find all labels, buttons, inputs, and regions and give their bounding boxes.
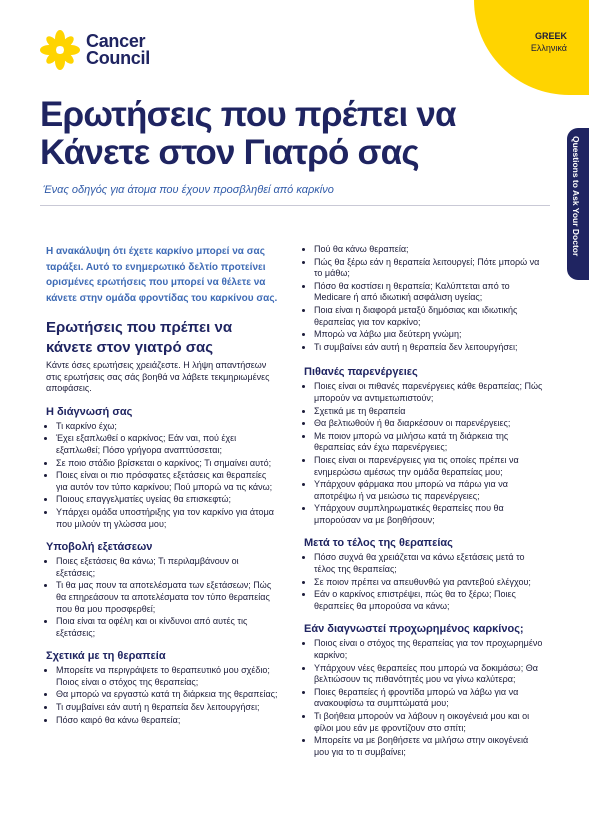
side-effects-list [304,381,544,526]
cancer-council-logo [40,30,150,70]
list-item: • Πώς θα ξέρω εάν η θεραπεία λειτουργεί; Πότε μπορώ να το μάθω; [314,257,544,280]
list-item: • Ποιους επαγγελματίες υγείας θα επισκεφτώ; [56,494,278,506]
title-line2: Κάνετε στον Γιατρό σας [40,133,419,172]
side-effects-heading: Πιθανές παρενέργειες [304,366,418,379]
list-item: • Ποιος είναι ο στόχος της θεραπείας για τον προχωρημένο καρκίνο; [314,638,544,661]
advanced-cancer-heading: Εάν διαγνωστεί προχωρημένος καρκίνος; [304,623,524,636]
language-label [531,30,567,54]
title-line1: Ερωτήσεις που πρέπει να [40,95,456,134]
list-item: • Πόσο συχνά θα χρειάζεται να κάνω εξετάσεις μετά το τέλος της θεραπείας; [314,552,544,575]
list-item: • Υπάρχουν συμπληρωματικές θεραπείες που θα μπορούσαν να με βοηθήσουν; [314,503,544,526]
diagnosis-list [46,421,278,530]
list-item: • Τι συμβαίνει εάν αυτή η θεραπεία δεν λειτουργήσει; [314,342,544,354]
list-item: • Πόσο καιρό θα κάνω θεραπεία; [56,715,278,727]
after-treatment-list [304,552,544,612]
list-item: • Εάν ο καρκίνος επιστρέψει, πώς θα το ξέρω; Ποιες θεραπείες θα μπορούσα να κάνω; [314,589,544,612]
logo-line2: Council [86,48,150,68]
after-treatment-heading: Μετά το τέλος της θεραπείας [304,537,453,550]
logo-line1: Cancer [86,31,146,51]
list-item: • Πόσο θα κοστίσει η θεραπεία; Καλύπτεται από το Medicare ή από ιδιωτική ασφάλιση υγείας; [314,281,544,304]
tests-heading: Υποβολή εξετάσεων [46,541,153,554]
list-item: • Τι βοήθεια μπορούν να λάβουν η οικογένειά μου και οι φίλοι μου εάν με φροντίζουν στο σπίτι; [314,711,544,734]
side-tab [567,128,589,280]
divider [40,205,550,206]
list-item: • Ποια είναι τα οφέλη και οι κίνδυνοι από αυτές τις εξετάσεις; [56,616,278,639]
list-item: • Μπορείτε να περιγράψετε το θεραπευτικό μου σχέδιο; Ποιος είναι ο στόχος της θεραπείας; [56,665,278,688]
list-item: • Ποιες είναι οι πιο πρόσφατες εξετάσεις και θεραπείες για αυτόν τον τύπο καρκίνου; Πού μπορώ να τις κάνω; [56,470,278,493]
list-item: • Ποιες είναι οι πιθανές παρενέργειες κάθε θεραπείας; Πώς μπορούν να αντιμετωπιστούν; [314,381,544,404]
main-section-text: Κάντε όσες ερωτήσεις χρειάζεστε. Η λήψη απαντήσεων στις ερωτήσεις σας σάς βοηθά να λάβετε τεκμηριωμένες αποφάσεις. [46,360,270,394]
list-item: • Έχει εξαπλωθεί ο καρκίνος; Εάν ναι, πού έχει εξαπλωθεί; Πόσο γρήγορα αναπτύσσεται; [56,433,278,456]
diagnosis-heading: Η διάγνωσή σας [46,405,133,418]
treatment-heading: Σχετικά με τη θεραπεία [46,650,166,663]
page-title [40,96,456,172]
left-column [46,244,278,727]
list-item: • Τι θα μας πουν τα αποτελέσματα των εξετάσεων; Πώς θα επηρεάσουν τα αποτελέσματα τον τύπο θεραπείας που θα μου προσφερθεί; [56,580,278,615]
list-item: • Σχετικά με τη θεραπεία [314,406,544,418]
list-item: • Πού θα κάνω θεραπεία; [314,244,544,256]
list-item: • Σε ποιο στάδιο βρίσκεται ο καρκίνος; Τι σημαίνει αυτό; [56,458,278,470]
list-item: • Μπορώ να λάβω μια δεύτερη γνώμη; [314,329,544,341]
daffodil-icon [40,30,80,70]
list-item: • Θα βελτιωθούν ή θα διαρκέσουν οι παρενέργειες; [314,418,544,430]
list-item: • Ποιες θεραπείες ή φροντίδα μπορώ να λάβω για να ανακουφίσω τα συμπτώματά μου; [314,687,544,710]
advanced-cancer-list [304,638,544,758]
list-item: • Τι καρκίνο έχω; [56,421,278,433]
tests-list [46,556,278,639]
list-item: • Με ποιον μπορώ να μιλήσω κατά τη διάρκεια της θεραπείας εάν έχω παρενέργειες; [314,431,544,454]
side-tab-label: Questions to Ask Your Doctor [571,136,581,257]
treatment-list [46,665,278,726]
language-native: Ελληνικά [530,43,567,53]
language-english: GREEK [534,31,567,41]
list-item: • Ποιες είναι οι παρενέργειες για τις οποίες πρέπει να ενημερώσω αμέσως την ομάδα θεραπείας μου; [314,455,544,478]
treatment-cont-list [304,244,544,353]
list-item: • Σε ποιον πρέπει να απευθυνθώ για ραντεβού ελέγχου; [314,577,544,589]
list-item: • Ποιες εξετάσεις θα κάνω; Τι περιλαμβάνουν οι εξετάσεις; [56,556,278,579]
list-item: • Υπάρχει ομάδα υποστήριξης για τον καρκίνο για άτομα που μιλούν τη γλώσσα μου; [56,507,278,530]
list-item: • Μπορείτε να με βοηθήσετε να μιλήσω στην οικογένειά μου για το τι συμβαίνει; [314,735,544,758]
main-section-heading: Ερωτήσεις που πρέπει να κάνετε στον γιατρό σας [46,319,233,356]
list-item: • Θα μπορώ να εργαστώ κατά τη διάρκεια της θεραπείας; [56,689,278,701]
right-column [304,244,544,759]
list-item: • Υπάρχουν φάρμακα που μπορώ να πάρω για να αποτρέψω ή να μειώσω τις παρενέργειες; [314,479,544,502]
intro-text: Η ανακάλυψη ότι έχετε καρκίνο μπορεί να σας ταράξει. Αυτό το ενημερωτικό δελτίο προτείνει ορισμένες ερωτήσεις που μπορεί να θέλετε να κάνετε στην ομάδα φροντίδας του καρκίνου σας. [46,246,278,304]
page-subtitle: Ένας οδηγός για άτομα που έχουν προσβληθεί από καρκίνο [43,184,334,196]
list-item: • Υπάρχουν νέες θεραπείες που μπορώ να δοκιμάσω; Θα βελτιώσουν τις πιθανότητές μου να γίνω καλύτερα; [314,663,544,686]
list-item: • Ποια είναι η διαφορά μεταξύ δημόσιας και ιδιωτικής θεραπείας για τον καρκίνο; [314,305,544,328]
list-item: • Τι συμβαίνει εάν αυτή η θεραπεία δεν λειτουργήσει; [56,702,278,714]
